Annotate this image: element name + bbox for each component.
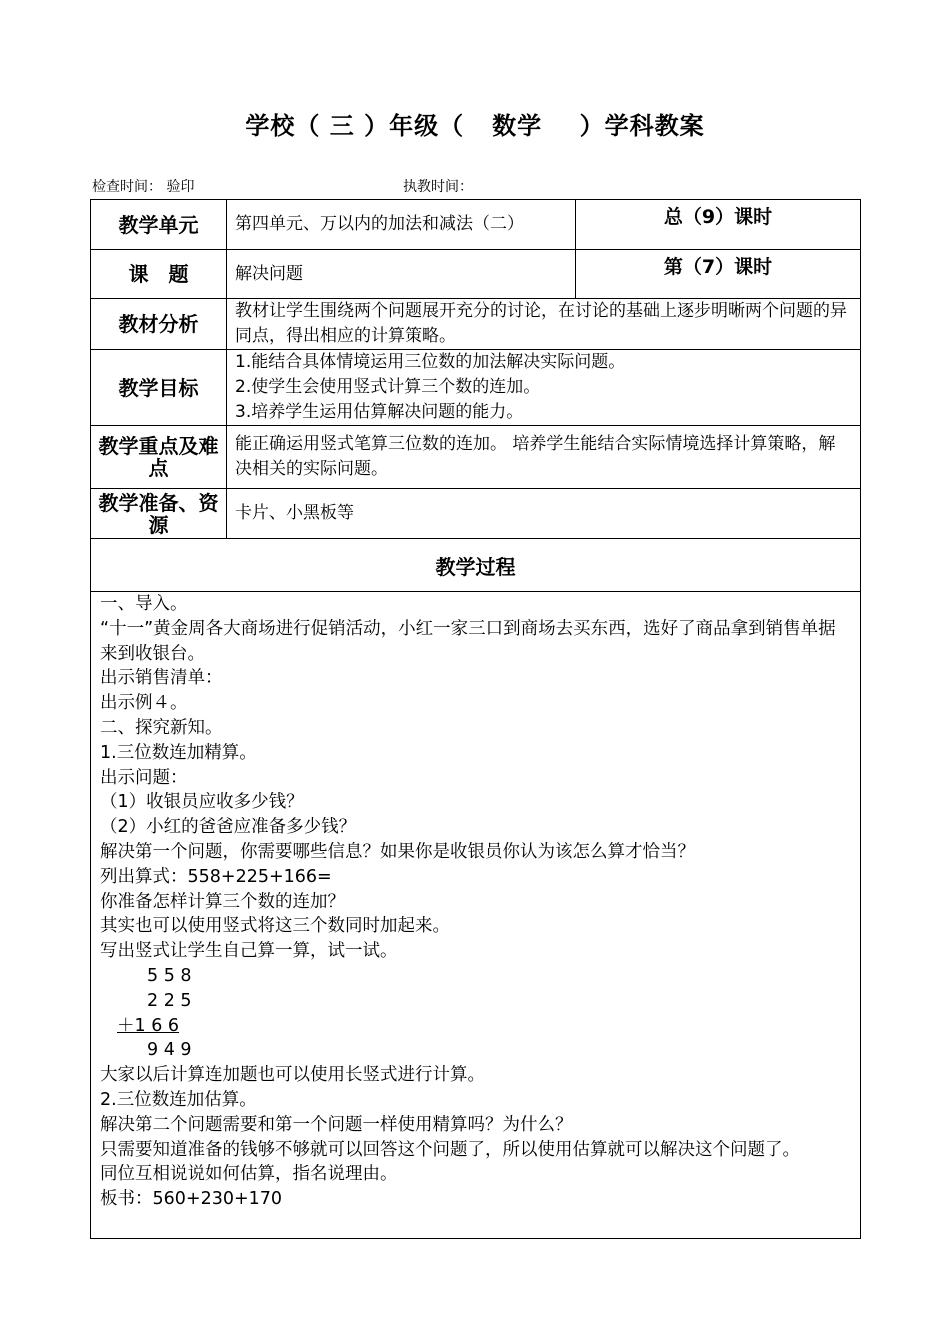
- process-line: 2.三位数连加估算。: [100, 1089, 257, 1110]
- lesson-plan-table: [90, 199, 861, 1239]
- goals-label: 教学目标: [91, 350, 227, 426]
- process-line: 出示例４。: [100, 693, 188, 714]
- process-line: “十一”黄金周各大商场进行促销活动，小红一家三口到商场去买东西，选好了商品拿到销售单据来到收银台。: [100, 618, 836, 664]
- preparation-value: 卡片、小黑板等: [227, 489, 861, 539]
- unit-label: 教学单元: [91, 200, 227, 250]
- goal-item: 2.使学生会使用竖式计算三个数的连加。: [235, 377, 541, 397]
- row-process-title: [91, 539, 861, 592]
- process-line: 一、导入。: [100, 594, 188, 614]
- row-topic: [91, 250, 861, 299]
- process-line: 1.三位数连加精算。: [100, 742, 257, 763]
- process-line: 列出算式：558+225+166=: [100, 866, 332, 887]
- key-points-value: 能正确运用竖式笔算三位数的连加。 培养学生能结合实际情境选择计算策略，解决相关的实际问题。: [227, 426, 861, 489]
- vertical-addend-3: [100, 1014, 851, 1039]
- row-goals: [91, 350, 861, 426]
- vertical-result: 9 4 9: [147, 1040, 192, 1061]
- goals-list: [227, 350, 861, 426]
- process-line: 你准备怎样计算三个数的连加？: [100, 891, 345, 912]
- process-line: （1）收银员应收多少钱？: [100, 792, 304, 813]
- vertical-addend-1: 5 5 8: [147, 965, 192, 986]
- process-line: 板书：560+230+170: [100, 1189, 283, 1210]
- process-line: （2）小红的爸爸应准备多少钱？: [100, 817, 357, 838]
- vertical-addend-3-text: ＋1 6 6: [117, 1015, 180, 1036]
- check-time-label: 检查时间： 验印: [92, 179, 195, 195]
- analysis-label: 教材分析: [91, 299, 227, 350]
- process-line: 解决第一个问题，你需要哪些信息？如果你是收银员你认为该怎么算才恰当？: [100, 841, 695, 862]
- process-title: 教学过程: [91, 539, 861, 592]
- preparation-label: 教学准备、资源: [91, 489, 227, 539]
- row-process: [91, 592, 861, 1239]
- process-line: 其实也可以使用竖式将这三个数同时加起来。: [100, 916, 450, 937]
- process-line: 出示销售清单：: [100, 668, 223, 689]
- process-line: 解决第二个问题需要和第一个问题一样使用精算吗？为什么？: [100, 1114, 573, 1135]
- process-line: 出示问题：: [100, 767, 188, 788]
- row-analysis: [91, 299, 861, 350]
- process-line: 写出竖式让学生自己算一算，试一试。: [100, 941, 398, 962]
- process-line: 二、探究新知。: [100, 717, 223, 738]
- process-line: 只需要知道准备的钱够不够就可以回答这个问题了，所以使用估算就可以解决这个问题了。: [100, 1139, 800, 1160]
- vertical-addend-2: 2 2 5: [147, 990, 192, 1011]
- process-line: 同位互相说说如何估算，指名说理由。: [100, 1164, 398, 1185]
- row-unit: [91, 200, 861, 250]
- key-points-label: 教学重点及难点: [91, 426, 227, 489]
- goal-item: 1.能结合具体情境运用三位数的加法解决实际问题。: [235, 352, 626, 372]
- teach-time-label: 执教时间：: [403, 179, 473, 195]
- process-content: [91, 592, 861, 1239]
- unit-value: 第四单元、万以内的加法和减法（二）: [227, 200, 576, 250]
- analysis-value: 教材让学生围绕两个问题展开充分的讨论，在讨论的基础上逐步明晰两个问题的异同点，得出相应的计算策略。: [227, 299, 861, 350]
- topic-value: 解决问题: [227, 250, 576, 299]
- topic-label: 课 题: [91, 250, 227, 299]
- total-lessons: 总（9）课时: [576, 200, 861, 250]
- row-preparation: [91, 489, 861, 539]
- lesson-number: 第（7）课时: [576, 250, 861, 299]
- goal-item: 3.培养学生运用估算解决问题的能力。: [235, 402, 524, 422]
- page-title: 学校（ 三 ）年级（ 数学 ）学科教案: [245, 112, 705, 140]
- row-key-points: [91, 426, 861, 489]
- process-line: 大家以后计算连加题也可以使用长竖式进行计算。: [100, 1065, 485, 1086]
